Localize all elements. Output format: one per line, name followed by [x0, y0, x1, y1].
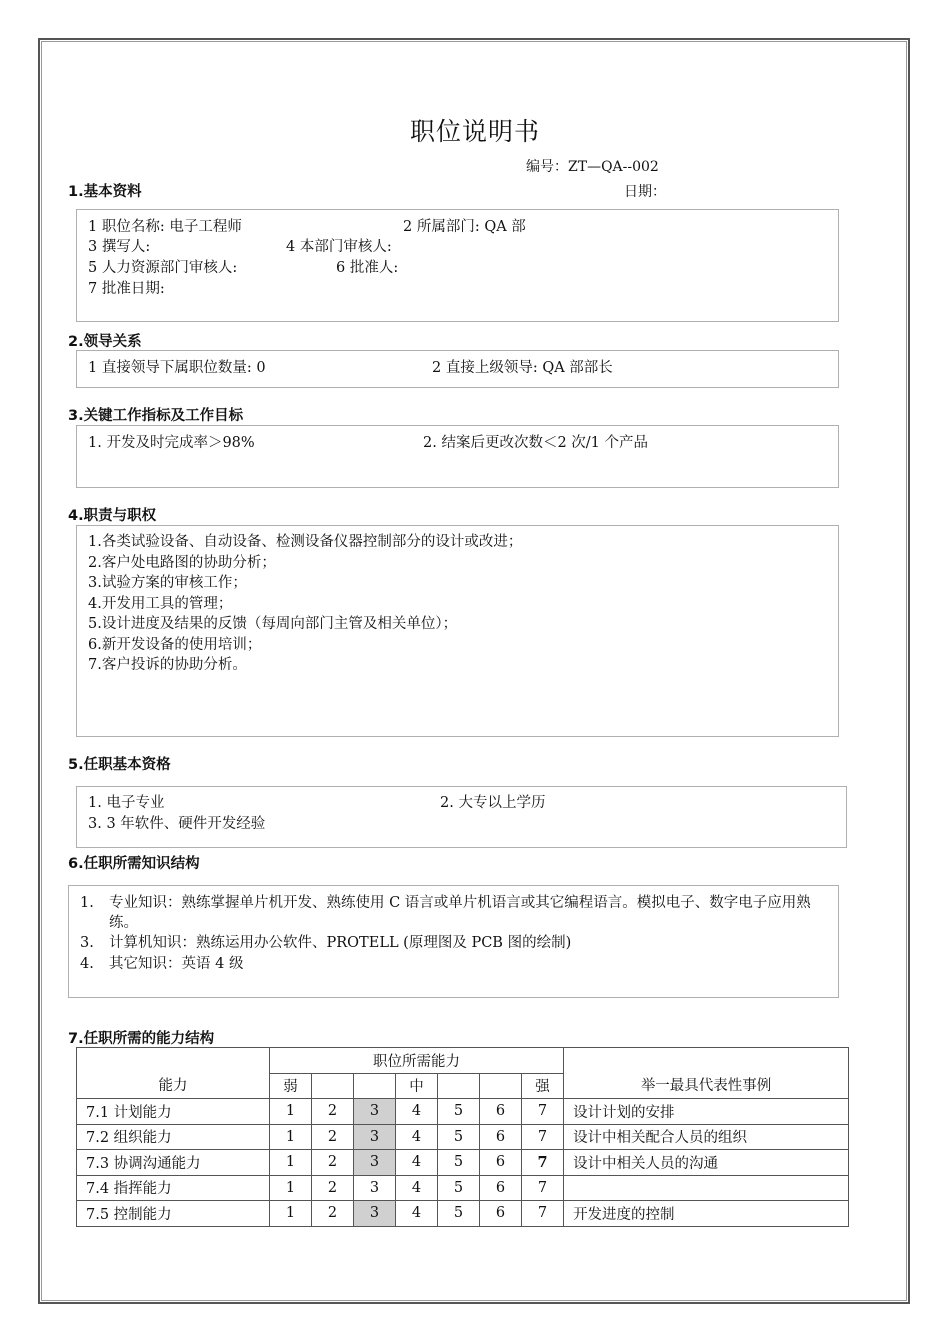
section-4-heading: 4.职责与职权 — [68, 508, 157, 524]
scale-blank — [480, 1073, 522, 1099]
ability-example — [564, 1175, 849, 1201]
section-5-heading: 5.任职基本资格 — [68, 757, 171, 773]
level-cell: 4 — [396, 1201, 438, 1227]
level-cell: 1 — [270, 1175, 312, 1201]
section-1-box — [76, 209, 839, 322]
level-cell: 5 — [438, 1124, 480, 1150]
level-cell: 6 — [480, 1201, 522, 1227]
knowledge-item-number: 1. — [80, 895, 94, 911]
date-label: 日期： — [624, 184, 666, 200]
section-2-heading: 2.领导关系 — [68, 334, 142, 350]
header-ability: 能力 — [77, 1048, 270, 1099]
table-row — [77, 1175, 849, 1201]
level-cell: 2 — [312, 1099, 354, 1125]
table-row — [77, 1150, 849, 1176]
section-6-heading: 6.任职所需知识结构 — [68, 856, 200, 872]
level-cell: 2 — [312, 1175, 354, 1201]
section-5-box — [76, 786, 847, 848]
duty-item: 5.设计进度及结果的反馈（每周向部门主管及相关单位）； — [88, 616, 458, 632]
level-cell: 4 — [396, 1175, 438, 1201]
level-cell: 7 — [522, 1150, 564, 1176]
field-position-name: 1 职位名称: 电子工程师 — [88, 219, 242, 235]
qualification-item: 2. 大专以上学历 — [440, 795, 546, 811]
knowledge-item-number: 3. — [80, 935, 94, 951]
level-cell: 7 — [522, 1124, 564, 1150]
ability-example: 开发进度的控制 — [564, 1201, 849, 1227]
level-cell: 1 — [270, 1099, 312, 1125]
level-cell: 2 — [312, 1124, 354, 1150]
direct-supervisor: 2 直接上级领导: QA 部部长 — [432, 360, 613, 376]
section-7-heading: 7.任职所需的能力结构 — [68, 1031, 215, 1047]
section-6-box — [68, 885, 839, 998]
level-cell: 3 — [354, 1175, 396, 1201]
level-cell: 1 — [270, 1201, 312, 1227]
ability-name: 7.4 指挥能力 — [77, 1175, 270, 1201]
ability-name: 7.2 组织能力 — [77, 1124, 270, 1150]
scale-strong: 强 — [522, 1073, 564, 1099]
scale-blank — [438, 1073, 480, 1099]
level-cell: 2 — [312, 1150, 354, 1176]
level-cell: 6 — [480, 1150, 522, 1176]
level-cell: 1 — [270, 1150, 312, 1176]
level-cell: 4 — [396, 1124, 438, 1150]
section-4-box — [76, 525, 839, 737]
knowledge-item: 其它知识：英语 4 级 — [109, 956, 244, 972]
scale-weak: 弱 — [270, 1073, 312, 1099]
kpi-item-2: 2. 结案后更改次数＜2 次/1 个产品 — [423, 435, 648, 451]
level-cell: 6 — [480, 1175, 522, 1201]
level-cell: 4 — [396, 1150, 438, 1176]
level-cell: 5 — [438, 1201, 480, 1227]
duty-item: 7.客户投诉的协助分析。 — [88, 657, 247, 673]
knowledge-item-number: 4. — [80, 956, 94, 972]
level-cell: 1 — [270, 1124, 312, 1150]
level-cell: 4 — [396, 1099, 438, 1125]
subordinate-count: 1 直接领导下属职位数量: 0 — [88, 360, 266, 376]
duty-item: 4.开发用工具的管理； — [88, 596, 233, 612]
knowledge-item: 计算机知识：熟练运用办公软件、PROTELL (原理图及 PCB 图的绘制) — [109, 935, 572, 951]
table-row — [77, 1201, 849, 1227]
field-dept-reviewer: 4 本部门审核人: — [286, 239, 392, 255]
knowledge-item: 专业知识：熟练掌握单片机开发、熟练使用 C 语言或单片机语言或其它编程语言。模拟电子、数字电子应用熟练。 — [109, 895, 811, 931]
ability-name: 7.3 协调沟通能力 — [77, 1150, 270, 1176]
duty-item: 6.新开发设备的使用培训； — [88, 637, 262, 653]
header-required-ability: 职位所需能力 — [270, 1048, 564, 1074]
ability-name: 7.1 计划能力 — [77, 1099, 270, 1125]
level-cell: 5 — [438, 1099, 480, 1125]
level-cell: 6 — [480, 1099, 522, 1125]
section-3-heading: 3.关键工作指标及工作目标 — [68, 408, 244, 424]
level-cell: 5 — [438, 1175, 480, 1201]
duty-item: 3.试验方案的审核工作； — [88, 575, 247, 591]
doc-number: 编号：ZT—QA--002 — [526, 159, 659, 175]
level-cell: 7 — [522, 1175, 564, 1201]
level-cell: 5 — [438, 1150, 480, 1176]
level-cell-selected: 3 — [354, 1201, 396, 1227]
duty-item: 2.客户处电路图的协助分析； — [88, 555, 276, 571]
level-cell-selected: 3 — [354, 1124, 396, 1150]
field-approver: 6 批准人: — [336, 260, 399, 276]
table-row — [77, 1124, 849, 1150]
ability-name: 7.5 控制能力 — [77, 1201, 270, 1227]
level-cell: 7 — [522, 1099, 564, 1125]
kpi-item-1: 1. 开发及时完成率＞98% — [88, 435, 255, 451]
table-row — [77, 1099, 849, 1125]
qualification-item: 1. 电子专业 — [88, 795, 165, 811]
page-title: 职位说明书 — [409, 117, 540, 146]
field-approval-date: 7 批准日期: — [88, 281, 165, 297]
qualification-item: 3. 3 年软件、硬件开发经验 — [88, 816, 266, 832]
section-3-box — [76, 425, 839, 488]
section-1-heading: 1.基本资料 — [68, 184, 142, 200]
scale-mid: 中 — [396, 1073, 438, 1099]
header-example: 举一最具代表性事例 — [564, 1048, 849, 1099]
scale-blank — [312, 1073, 354, 1099]
level-cell-selected: 3 — [354, 1099, 396, 1125]
scale-blank — [354, 1073, 396, 1099]
ability-example: 设计中相关配合人员的组织 — [564, 1124, 849, 1150]
field-writer: 3 撰写人: — [88, 239, 151, 255]
ability-example: 设计中相关人员的沟通 — [564, 1150, 849, 1176]
section-2-box — [76, 350, 839, 388]
ability-table — [76, 1047, 849, 1227]
level-cell: 6 — [480, 1124, 522, 1150]
ability-example: 设计计划的安排 — [564, 1099, 849, 1125]
duty-item: 1.各类试验设备、自动设备、检测设备仪器控制部分的设计或改进； — [88, 534, 523, 550]
table-header-row — [77, 1048, 849, 1074]
level-cell-selected: 3 — [354, 1150, 396, 1176]
level-cell: 2 — [312, 1201, 354, 1227]
level-cell: 7 — [522, 1201, 564, 1227]
field-hr-reviewer: 5 人力资源部门审核人: — [88, 260, 238, 276]
field-department: 2 所属部门: QA 部 — [403, 219, 526, 235]
